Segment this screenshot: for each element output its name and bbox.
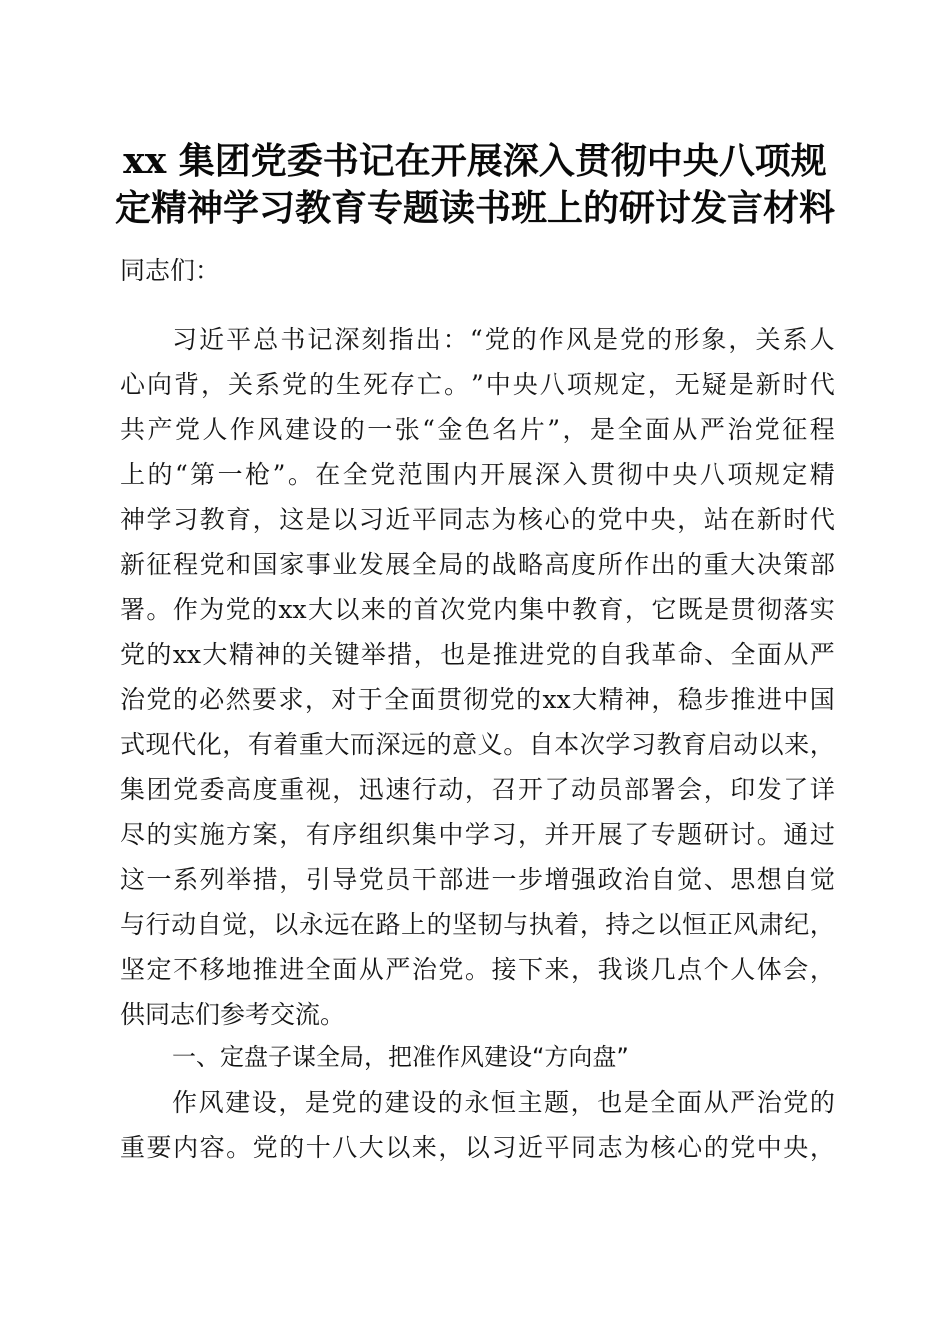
paragraph-line: 与 行 动 自 觉 ， 以 永 远 在 路 上 的 坚 韧 与 执 着 ， 持 之 以 恒 正 风 肃 纪 ， <box>120 910 835 939</box>
paragraph-line: 上 的 “ 第 一 枪 ” 。 在 全 党 范 围 内 开 展 深 入 贯 彻 中 央 八 项 规 定 精 <box>120 460 835 489</box>
paragraph-line: 署 。 作 为 党 的 xx 大 以 来 的 首 次 党 内 集 中 教 育 ， 它 既 是 贯 彻 落 实 <box>120 595 835 624</box>
paragraph-line: 供同志们参考交流。 <box>120 1000 346 1029</box>
paragraph-line: 坚 定 不 移 地 推 进 全 面 从 严 治 党 。 接 下 来 ， 我 谈 几 点 个 人 体 会 ， <box>120 955 835 984</box>
paragraph-2 <box>120 1080 835 1170</box>
paragraph-line: 党 的 xx 大 精 神 的 关 键 举 措 ， 也 是 推 进 党 的 自 我 革 命 、 全 面 从 严 <box>120 640 835 669</box>
paragraph-line: 这 一 系 列 举 措 ， 引 导 党 员 干 部 进 一 步 增 强 政 治 自 觉 、 思 想 自 觉 <box>120 865 835 894</box>
paragraph-line: 心 向 背 ， 关 系 党 的 生 死 存 亡 。 ” 中 央 八 项 规 定 ， 无 疑 是 新 时 代 <box>120 370 835 399</box>
paragraph-line: 共 产 党 人 作 风 建 设 的 一 张 “ 金 色 名 片 ” ， 是 全 面 从 严 治 党 征 程 <box>120 415 835 444</box>
section-heading-1: 一、定盘子谋全局，把准作风建设“方向盘” <box>172 1043 629 1071</box>
paragraph-line: 新 征 程 党 和 国 家 事 业 发 展 全 局 的 战 略 高 度 所 作 出 的 重 大 决 策 部 <box>120 550 835 579</box>
paragraph-line: 神 学 习 教 育 ， 这 是 以 习 近 平 同 志 为 核 心 的 党 中 央 ， 站 在 新 时 代 <box>120 505 835 534</box>
paragraph-line: 式 现 代 化 ， 有 着 重 大 而 深 远 的 意 义 。 自 本 次 学 习 教 育 启 动 以 来 ， <box>120 730 835 759</box>
paragraph-line: 治 党 的 必 然 要 求 ， 对 于 全 面 贯 彻 党 的 xx 大 精 神 ， 稳 步 推 进 中 国 <box>120 685 835 714</box>
paragraph-line: 重 要 内 容 。 党 的 十 八 大 以 来 ， 以 习 近 平 同 志 为 核 心 的 党 中 央 ， <box>120 1133 835 1162</box>
salutation: 同志们： <box>120 256 221 285</box>
paragraph-line: 尽 的 实 施 方 案 ， 有 序 组 织 集 中 学 习 ， 并 开 展 了 专 题 研 讨 。 通 过 <box>120 820 835 849</box>
document-title-line-2: 定精神学习教育专题读书班上的研讨发言材料 <box>114 187 835 229</box>
paragraph-line: 作 风 建 设 ， 是 党 的 建 设 的 永 恒 主 题 ， 也 是 全 面 从 严 治 党 的 <box>172 1088 835 1117</box>
paragraph-1 <box>120 317 835 1037</box>
paragraph-line: 集 团 党 委 高 度 重 视 ， 迅 速 行 动 ， 召 开 了 动 员 部 署 会 ， 印 发 了 详 <box>120 775 835 804</box>
paragraph-line: 习 近 平 总 书 记 深 刻 指 出 ： “ 党 的 作 风 是 党 的 形 象 ， 关 系 人 <box>172 325 835 354</box>
document-title-line-1: xx 集团党委书记在开展深入贯彻中央八项规 <box>123 140 827 182</box>
